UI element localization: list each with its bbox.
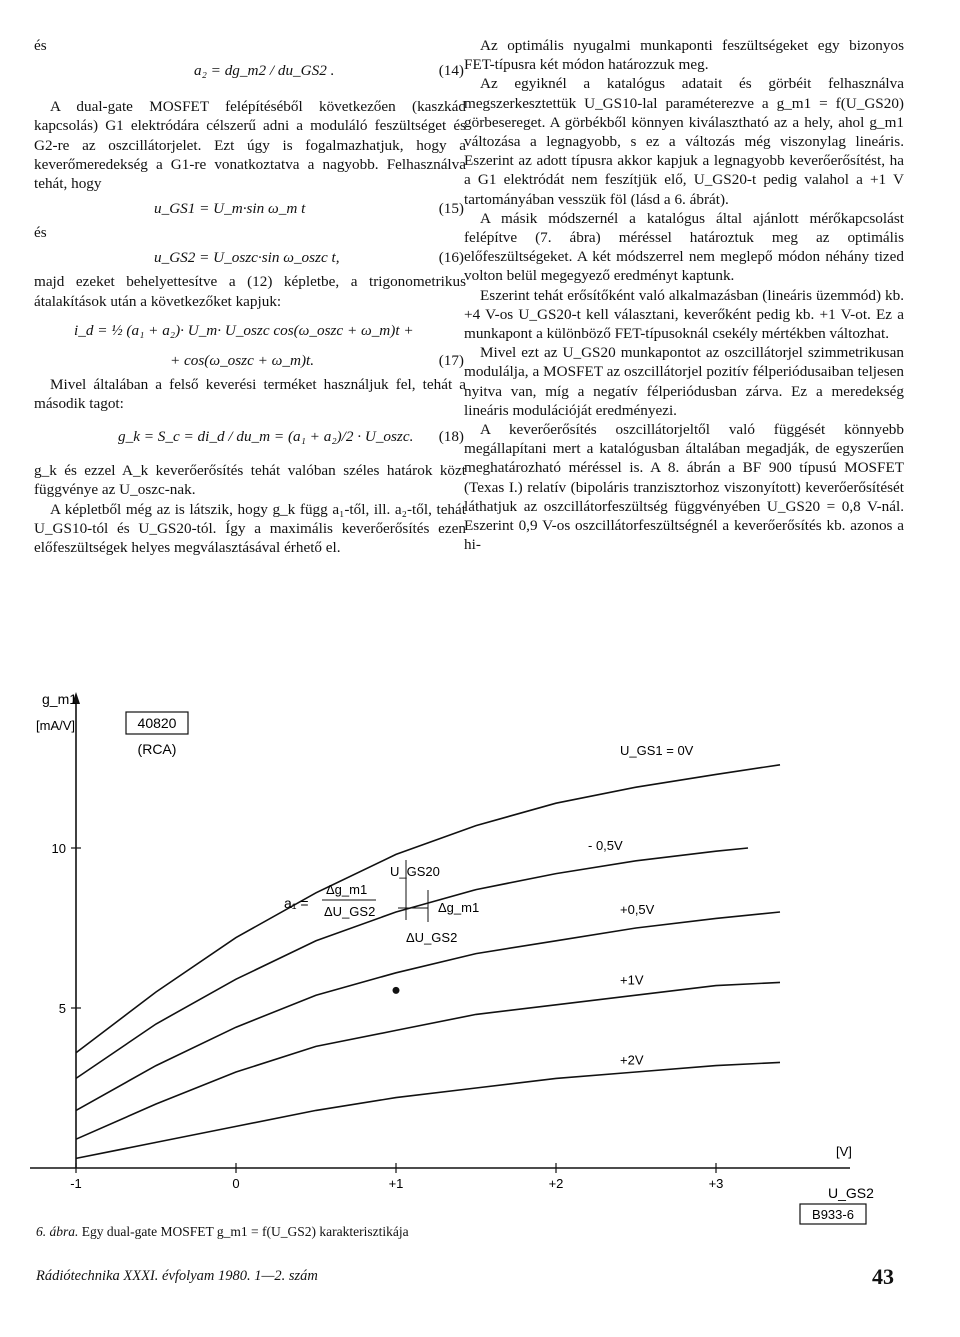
ugs20-label: U_GS20 xyxy=(390,864,440,879)
equation-17-line-2: + cos(ω_oszc + ω_m)t. (17) xyxy=(170,351,464,369)
paragraph: A képletből még az is látszik, hogy g_k függ a₁-től, ill. a₂-től, tehát U_GS10-tól és U_GS20-tól. Így a maximális keverőerősítés ezen előfeszültségek helyes megválasztásával érhető el. xyxy=(34,500,466,557)
device-label: 40820 xyxy=(137,715,177,731)
curve-label: - 0,5V xyxy=(588,838,623,853)
figure-code: B933-6 xyxy=(812,1207,854,1222)
page-footer: Rádiótechnika XXXI. évfolyam 1980. 1—2. szám xyxy=(36,1268,318,1284)
curve-4 xyxy=(76,1062,780,1158)
delta-ugs2-label: ΔU_GS2 xyxy=(406,930,458,945)
paragraph: Az egyiknél a katalógus adatait és görbéit felhasználva megszerkesztettük U_GS10-lal paraméterezve a g_m1 = f(U_GS20) görbesereget. A görbékből könnyen kiválasztható az a hely, ahol g_m1 változása a legnagyobb, s ez a változás még viszonylag lineáris. Eszerint az adott típusra akkor kapjuk a legnagyobb keverőerősítést, ha a G1 elektródát nem feszítjük elő, U_GS20-t pedig valahol a +1 V tartományában vesszük föl (lásd a 6. ábrát). xyxy=(464,75,904,208)
figure-caption: 6. ábra. Egy dual-gate MOSFET g_m1 = f(U_GS2) karakterisztikája xyxy=(36,1224,409,1239)
x-tick-label: +2 xyxy=(548,1176,564,1191)
annotation-numerator: Δg_m1 xyxy=(326,882,368,897)
paragraph: A dual-gate MOSFET felépítéséből következően (kaszkád kapcsolás) G1 elektródára célszerű adni a moduláló feszültséget és G2-re az oszcillátorjelet. Ezt úgy is fogalmazhatjuk, hogy a keverőmeredekség a G1-re vonatkoztatva a nagyobb. Felhasználva tehát, hogy xyxy=(34,98,466,193)
y-tick-label: 5 xyxy=(58,1001,66,1016)
paragraph: Az optimális nyugalmi munkaponti feszültségeket egy bizonyos FET-típusra két módon határozzuk meg. xyxy=(464,37,904,74)
curve-label: U_GS1 = 0V xyxy=(620,742,694,758)
equation-18: g_k = S_c = di_d / du_m = (a₁ + a₂)/2 · U_oszc. (18) xyxy=(118,428,464,446)
figure-6-chart xyxy=(30,690,930,1230)
curve-label: +1V xyxy=(620,972,644,988)
operating-point xyxy=(393,987,400,994)
paragraph: A másik módszernél a katalógus által ajánlott mérőkapcsolást felépítve (7. ábra) méréssel határoztuk meg az optimális előfeszültségeket. A két módszerrel nem meglepő módon néhány tized volton belül megegyező eredményt kaptunk. xyxy=(464,209,904,285)
page-number: 43 xyxy=(872,1264,894,1289)
es-word: és xyxy=(34,37,47,54)
x-tick-label: -1 xyxy=(70,1176,82,1191)
x-tick-label: +1 xyxy=(388,1176,404,1191)
paragraph: g_k és ezzel A_k keverőerősítés tehát valóban széles határok közt függvénye az U_oszc-nak. xyxy=(34,462,466,499)
annotation-denominator: ΔU_GS2 xyxy=(324,904,376,919)
equation-15: u_GS1 = U_m·sin ω_m t (15) xyxy=(154,200,464,218)
curve-1 xyxy=(76,848,748,1078)
paragraph: majd ezeket behelyettesítve a (12) képletbe, a trigonometrikus átalakítások után a következőket kapjuk: xyxy=(34,273,466,310)
right-column xyxy=(464,36,904,554)
curve-label: +0,5V xyxy=(620,902,655,917)
y-axis-unit: [mA/V] xyxy=(36,718,76,733)
paragraph: A keverőerősítés oszcillátorjeltől való függését könnyebb megállapítani mert a katalógusban általában megadják, de egyszerűen meghatározható méréssel is. A 8. ábrán a BF 900 típusú MOSFET (Texas I.) relatív (bipoláris tranzisztorhoz viszonyított) keverőerősítését láthatjuk az oszcillátorfeszültség függvényében U_GS20 = 0,8 V-nál. Eszerint 0,9 V-os oszcillátorfeszültségnél a keverőerősítés kb. azonos a hi- xyxy=(464,421,904,554)
x-tick-label: 0 xyxy=(232,1176,240,1191)
es-word: és xyxy=(34,224,47,242)
annotation-a1: a₁ = xyxy=(284,895,309,911)
equation-16: u_GS2 = U_oszc·sin ω_oszc t, (16) xyxy=(154,249,464,267)
equation-14: a₂ = dg_m2 / du_GS2 . (14) xyxy=(194,62,464,80)
curve-label: +2V xyxy=(620,1052,644,1068)
x-tick-label: +3 xyxy=(708,1176,724,1191)
equation-17-line-1: i_d = ½ (a₁ + a₂)· U_m· U_oszc cos(ω_oszc + ω_m)t + xyxy=(74,321,414,339)
delta-gm1-label: Δg_m1 xyxy=(438,900,480,915)
x-axis-label: U_GS2 xyxy=(828,1185,874,1201)
y-tick-label: 10 xyxy=(51,841,66,856)
left-column xyxy=(34,36,466,557)
paragraph: Mivel ezt az U_GS20 munkapontot az oszcillátorjel szimmetrikusan modulálja, a MOSFET az oszcillátorjel pozitív félperiódusaiban teljesen nyitva van, míg a negatív félperiódusban zárva. Ez a meredekség lineáris modulációját eredményezi. xyxy=(464,344,904,419)
manufacturer-label: (RCA) xyxy=(137,741,177,757)
curve-3 xyxy=(76,982,780,1139)
y-axis-label: g_m1 xyxy=(42,691,78,707)
paragraph: Mivel általában a felső keverési terméket használjuk fel, tehát a második tagot: xyxy=(34,375,466,413)
x-axis-unit: [V] xyxy=(836,1144,852,1159)
paragraph: Eszerint tehát erősítőként való alkalmazásban (lineáris üzemmód) kb. +4 V-os U_GS20-t kell választani, keverőként pedig kb. +1 V-ot. Ez a munkapont a különböző FET-típusoknál csekély mértékben változhat. xyxy=(464,286,904,343)
